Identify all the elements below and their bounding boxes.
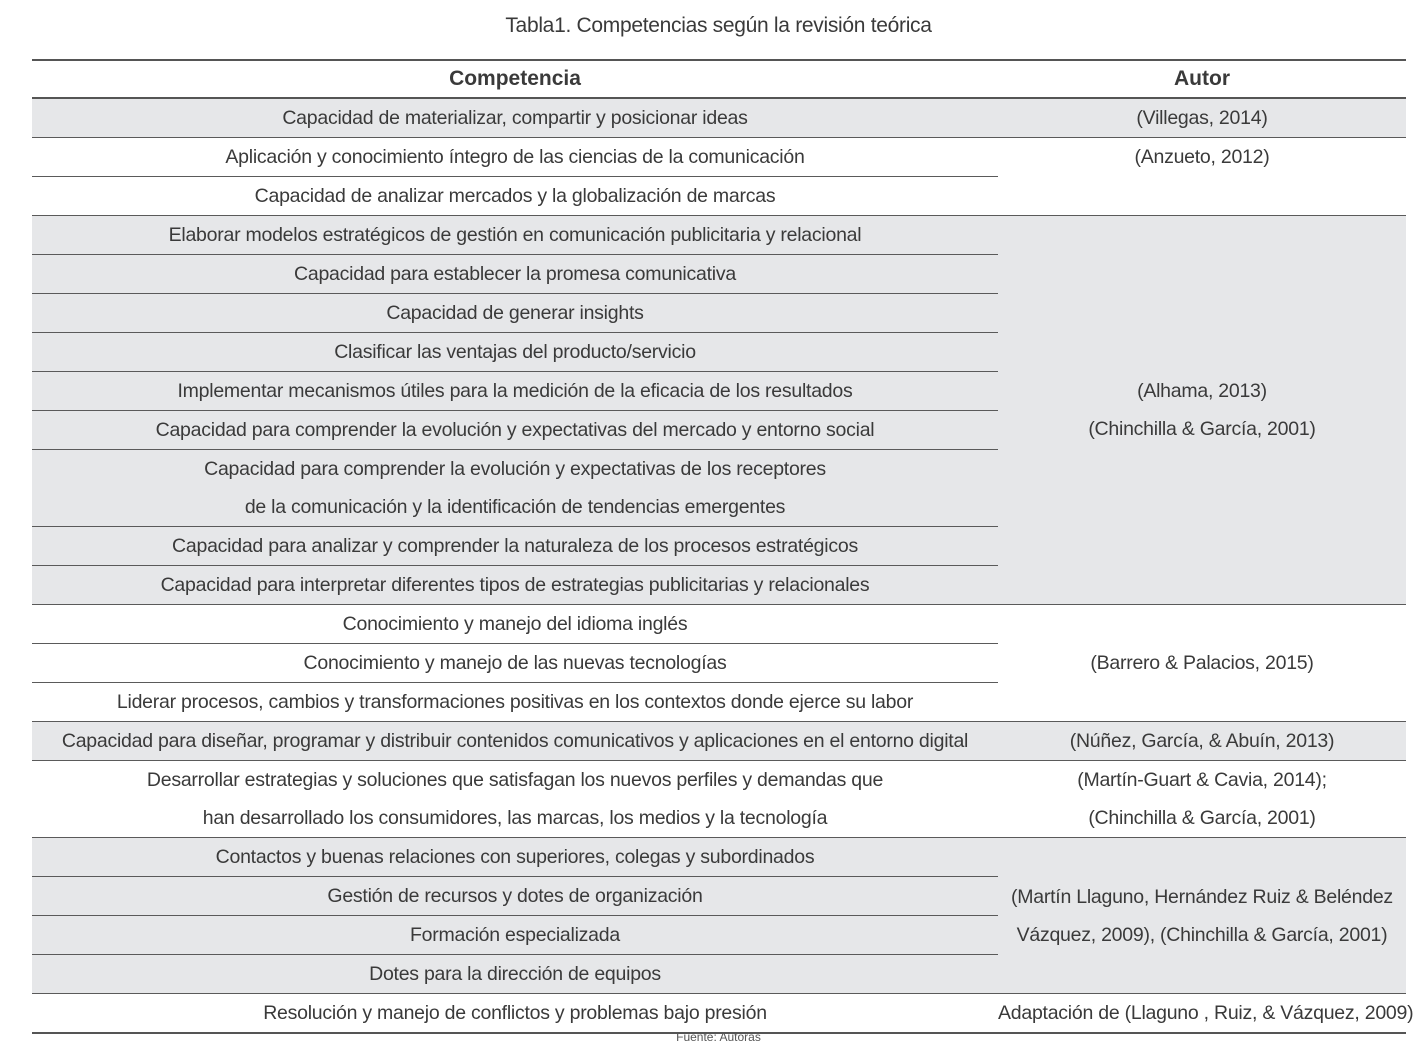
table-caption: Tabla1. Competencias según la revisión teórica [505, 14, 932, 37]
competencia-cell: Resolución y manejo de conflictos y problemas bajo presión [32, 994, 998, 1034]
table-row [32, 216, 1406, 255]
competencia-cell: Gestión de recursos y dotes de organización [32, 877, 998, 916]
competencia-cell: Capacidad para analizar y comprender la naturaleza de los procesos estratégicos [32, 527, 998, 566]
header-competencia: Competencia [32, 60, 998, 98]
competencia-cell: Capacidad de generar insights [32, 294, 998, 333]
competencia-cell: Capacidad de analizar mercados y la globalización de marcas [32, 177, 998, 216]
table-row [32, 838, 1406, 877]
header-autor: Autor [998, 60, 1406, 98]
autor-cell: Adaptación de (Llaguno , Ruiz, & Vázquez, 2009) [998, 994, 1406, 1034]
competencia-cell: Capacidad para diseñar, programar y distribuir contenidos comunicativos y aplicaciones en el entorno digital [32, 722, 998, 761]
table-source: Fuente: Autoras [676, 1030, 761, 1044]
competencia-cell: Liderar procesos, cambios y transformaciones positivas en los contextos donde ejerce su labor [32, 683, 998, 722]
competencies-table [32, 59, 1414, 1034]
table-header-row [32, 60, 1406, 98]
table-row [32, 722, 1406, 761]
competencia-cell: Capacidad para establecer la promesa comunicativa [32, 255, 998, 294]
table-row [32, 761, 1406, 800]
table-row [32, 994, 1406, 1034]
autor-cell: (Villegas, 2014) [998, 98, 1406, 138]
competencia-cell: Desarrollar estrategias y soluciones que satisfagan los nuevos perfiles y demandas que [146, 769, 884, 791]
competencia-cell: Capacidad para comprender la evolución y expectativas del mercado y entorno social [32, 411, 998, 450]
autor-line: (Chinchilla & García, 2001) [1088, 418, 1316, 440]
table-row [32, 138, 1406, 177]
autor-line: (Martín-Guart & Cavia, 2014); [1077, 769, 1327, 791]
table-row [32, 98, 1406, 138]
autor-cell [998, 761, 1406, 838]
competencia-cell: Contactos y buenas relaciones con superiores, colegas y subordinados [32, 838, 998, 877]
autor-line: (Martín Llaguno, Hernández Ruiz & Beléndez [1011, 885, 1393, 908]
competencia-cell: Capacidad de materializar, compartir y posicionar ideas [32, 98, 998, 138]
autor-line: Vázquez, 2009), (Chinchilla & García, 2001) [1016, 923, 1388, 946]
autor-cell: (Anzueto, 2012) [998, 138, 1406, 216]
competencia-cell: Conocimiento y manejo de las nuevas tecnologías [32, 644, 998, 683]
autor-cell [998, 838, 1406, 994]
competencia-cell: Dotes para la dirección de equipos [32, 955, 998, 994]
competencia-cell: Capacidad para interpretar diferentes tipos de estrategias publicitarias y relacionales [32, 566, 998, 605]
competencia-cell: Elaborar modelos estratégicos de gestión en comunicación publicitaria y relacional [32, 216, 998, 255]
autor-line: (Chinchilla & García, 2001) [1088, 807, 1316, 829]
competencia-cell: Implementar mecanismos útiles para la medición de la eficacia de los resultados [32, 372, 998, 411]
competencia-cell: de la comunicación y la identificación de tendencias emergentes [32, 488, 998, 527]
autor-cell: (Barrero & Palacios, 2015) [998, 605, 1406, 722]
competencia-cell: Formación especializada [32, 916, 998, 955]
autor-line: (Alhama, 2013) [1137, 380, 1267, 402]
autor-cell: (Núñez, García, & Abuín, 2013) [998, 722, 1406, 761]
table-row [32, 605, 1406, 644]
competencia-cell: han desarrollado los consumidores, las marcas, los medios y la tecnología [32, 799, 998, 838]
autor-cell [998, 216, 1406, 605]
competencia-cell: Clasificar las ventajas del producto/servicio [32, 333, 998, 372]
competencia-cell: Conocimiento y manejo del idioma inglés [32, 605, 998, 644]
competencia-cell: Capacidad para comprender la evolución y expectativas de los receptores [204, 458, 826, 480]
competencia-cell: Aplicación y conocimiento íntegro de las ciencias de la comunicación [32, 138, 998, 177]
